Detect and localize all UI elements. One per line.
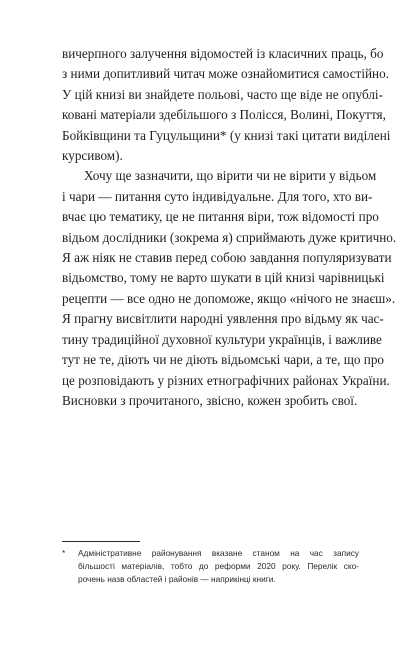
- text-line: і чари — питання суто індивідуальне. Для того, хто ви-: [62, 188, 373, 204]
- text-line: Я аж ніяк не ставив перед собою завдання популяризувати: [62, 250, 392, 266]
- text-line: Хочу ще зазначити, що вірити чи не вірити у відьом: [84, 168, 377, 184]
- main-text: [62, 44, 397, 411]
- footnote-marker: *: [62, 548, 66, 558]
- text-line: Висновки з прочитаного, звісно, кожен зробить свої.: [62, 392, 358, 408]
- paragraph-2: [62, 166, 397, 411]
- footnote-line: рочень назв областей і районів — наприкінці книги.: [78, 574, 276, 585]
- text-line: ковані матеріали здебільшого з Полісся, Волині, Покуття,: [62, 107, 386, 123]
- text-line: У цій книзі ви знайдете польові, часто ще віде не опублі-: [62, 86, 383, 102]
- text-line: відьомство, тому не варто шукати в цій книзі чарівницькі: [62, 270, 385, 286]
- footnote-divider: [62, 541, 140, 542]
- text-line: курсивом).: [62, 148, 123, 164]
- footnote-line: більшості матеріалів, тобто до реформи 2020 року. Перелік ско-: [78, 561, 359, 572]
- text-line: Бойківщини та Гуцульщини* (у книзі такі цитати виділені: [62, 127, 391, 143]
- footnote-text: [78, 547, 359, 587]
- text-line: вичерпного залучення відомостей із класичних праць, бо: [62, 46, 384, 61]
- text-line: тину традиційної духовної культури українців, і важливе: [62, 331, 382, 347]
- footnote-line: Адміністративне районування вказане станом на час запису: [78, 548, 359, 558]
- paragraph-1: [62, 44, 391, 166]
- text-line: рецепти — все одно не допоможе, якщо «нічого не знаєш».: [62, 290, 396, 306]
- text-line: Я прагну висвітлити народні уявлення про відьму як час-: [62, 311, 384, 327]
- text-line: це розповідають у різних етнографічних районах України.: [62, 372, 390, 388]
- text-line: відьом дослідники (зокрема я) сприймають дуже критично.: [62, 229, 397, 245]
- text-line: вчає цю тематику, це не питання віри, тож відомості про: [62, 209, 379, 225]
- text-line: з ними допитливий читач може ознайомитися самостійно.: [62, 66, 389, 82]
- text-line: тут не те, діють чи не діють відьомські чари, а те, що про: [62, 352, 385, 368]
- footnote: [62, 547, 359, 587]
